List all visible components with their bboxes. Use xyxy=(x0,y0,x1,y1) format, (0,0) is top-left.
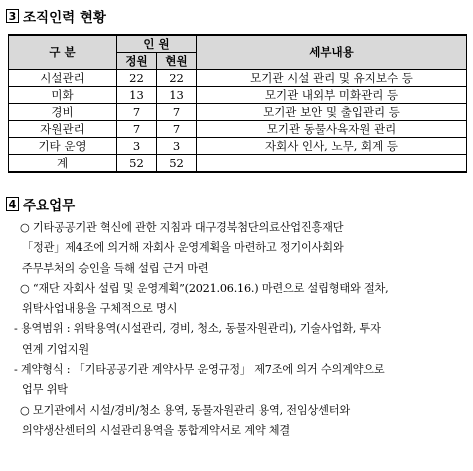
table-row xyxy=(9,70,467,87)
row-details: 자회사 인사, 노무, 회계 등 xyxy=(197,138,467,155)
row-current: 7 xyxy=(157,104,197,121)
total-current: 52 xyxy=(157,155,197,173)
section-3-title: 조직인력 현황 xyxy=(23,10,106,26)
total-label: 계 xyxy=(9,155,117,173)
row-quota: 3 xyxy=(117,138,157,155)
body-line: - 용역범위 : 위탁용역(시설관리, 경비, 청소, 동물자원관리), 기술사업화, 투자 xyxy=(14,322,381,336)
row-quota: 13 xyxy=(117,87,157,104)
body-line: 의약생산센터의 시설관리용역을 통합계약서로 계약 체결 xyxy=(22,423,290,437)
body-line: 업무 위탁 xyxy=(22,383,68,397)
body-line: 위탁사업내용을 구체적으로 명시 xyxy=(22,302,178,316)
row-current: 22 xyxy=(157,70,197,87)
row-quota: 22 xyxy=(117,70,157,87)
section-4-title: 주요업무 xyxy=(23,198,76,214)
header-quota: 정원 xyxy=(117,53,157,70)
header-category: 구 분 xyxy=(9,35,117,70)
section-4-heading xyxy=(6,194,75,214)
row-category: 시설관리 xyxy=(9,70,117,87)
row-category: 자원관리 xyxy=(9,121,117,138)
staffing-table xyxy=(8,34,467,173)
header-details: 세부내용 xyxy=(197,35,467,70)
main-duties-text xyxy=(14,218,469,441)
row-current: 13 xyxy=(157,87,197,104)
body-line: - 계약형식 : 「기타공공기관 계약사무 운영규정」 제7조에 의거 수의계약으로 xyxy=(14,363,385,377)
section-4-number: 4 xyxy=(6,197,19,211)
body-line: ○ 모기관에서 시설/경비/청소 용역, 동물자원관리 용역, 전임상센터와 xyxy=(20,403,350,417)
row-quota: 7 xyxy=(117,121,157,138)
section-3-heading xyxy=(6,6,106,26)
row-current: 3 xyxy=(157,138,197,155)
body-line: 주무부처의 승인을 득해 설립 근거 마련 xyxy=(22,261,209,275)
row-category: 기타 운영 xyxy=(9,138,117,155)
table-row xyxy=(9,138,467,155)
body-line: ○ “재단 자회사 설립 및 운영계획”(2021.06.16.) 마련으로 설립형태와 절차, xyxy=(20,281,389,295)
row-category: 미화 xyxy=(9,87,117,104)
table-row xyxy=(9,121,467,138)
row-details: 모기관 시설 관리 및 유지보수 등 xyxy=(197,70,467,87)
body-line: ○ 기타공공기관 혁신에 관한 지침과 대구경북첨단의료산업진흥재단 xyxy=(20,221,344,234)
row-current: 7 xyxy=(157,121,197,138)
section-3-number: 3 xyxy=(6,9,19,23)
body-line: 연계 기업지원 xyxy=(22,342,89,356)
row-details: 모기관 동물사육자원 관리 xyxy=(197,121,467,138)
total-quota: 52 xyxy=(117,155,157,173)
table-row xyxy=(9,104,467,121)
header-staff: 인 원 xyxy=(117,35,197,53)
row-details: 모기관 보안 및 출입관리 등 xyxy=(197,104,467,121)
row-quota: 7 xyxy=(117,104,157,121)
table-row xyxy=(9,87,467,104)
row-details: 모기관 내외부 미화관리 등 xyxy=(197,87,467,104)
table-total-row xyxy=(9,155,467,173)
body-line: 「정관」제4조에 의거해 자회사 운영계획을 마련하고 정기이사회와 xyxy=(22,241,344,255)
total-details xyxy=(197,155,467,173)
row-category: 경비 xyxy=(9,104,117,121)
header-current: 현원 xyxy=(157,53,197,70)
